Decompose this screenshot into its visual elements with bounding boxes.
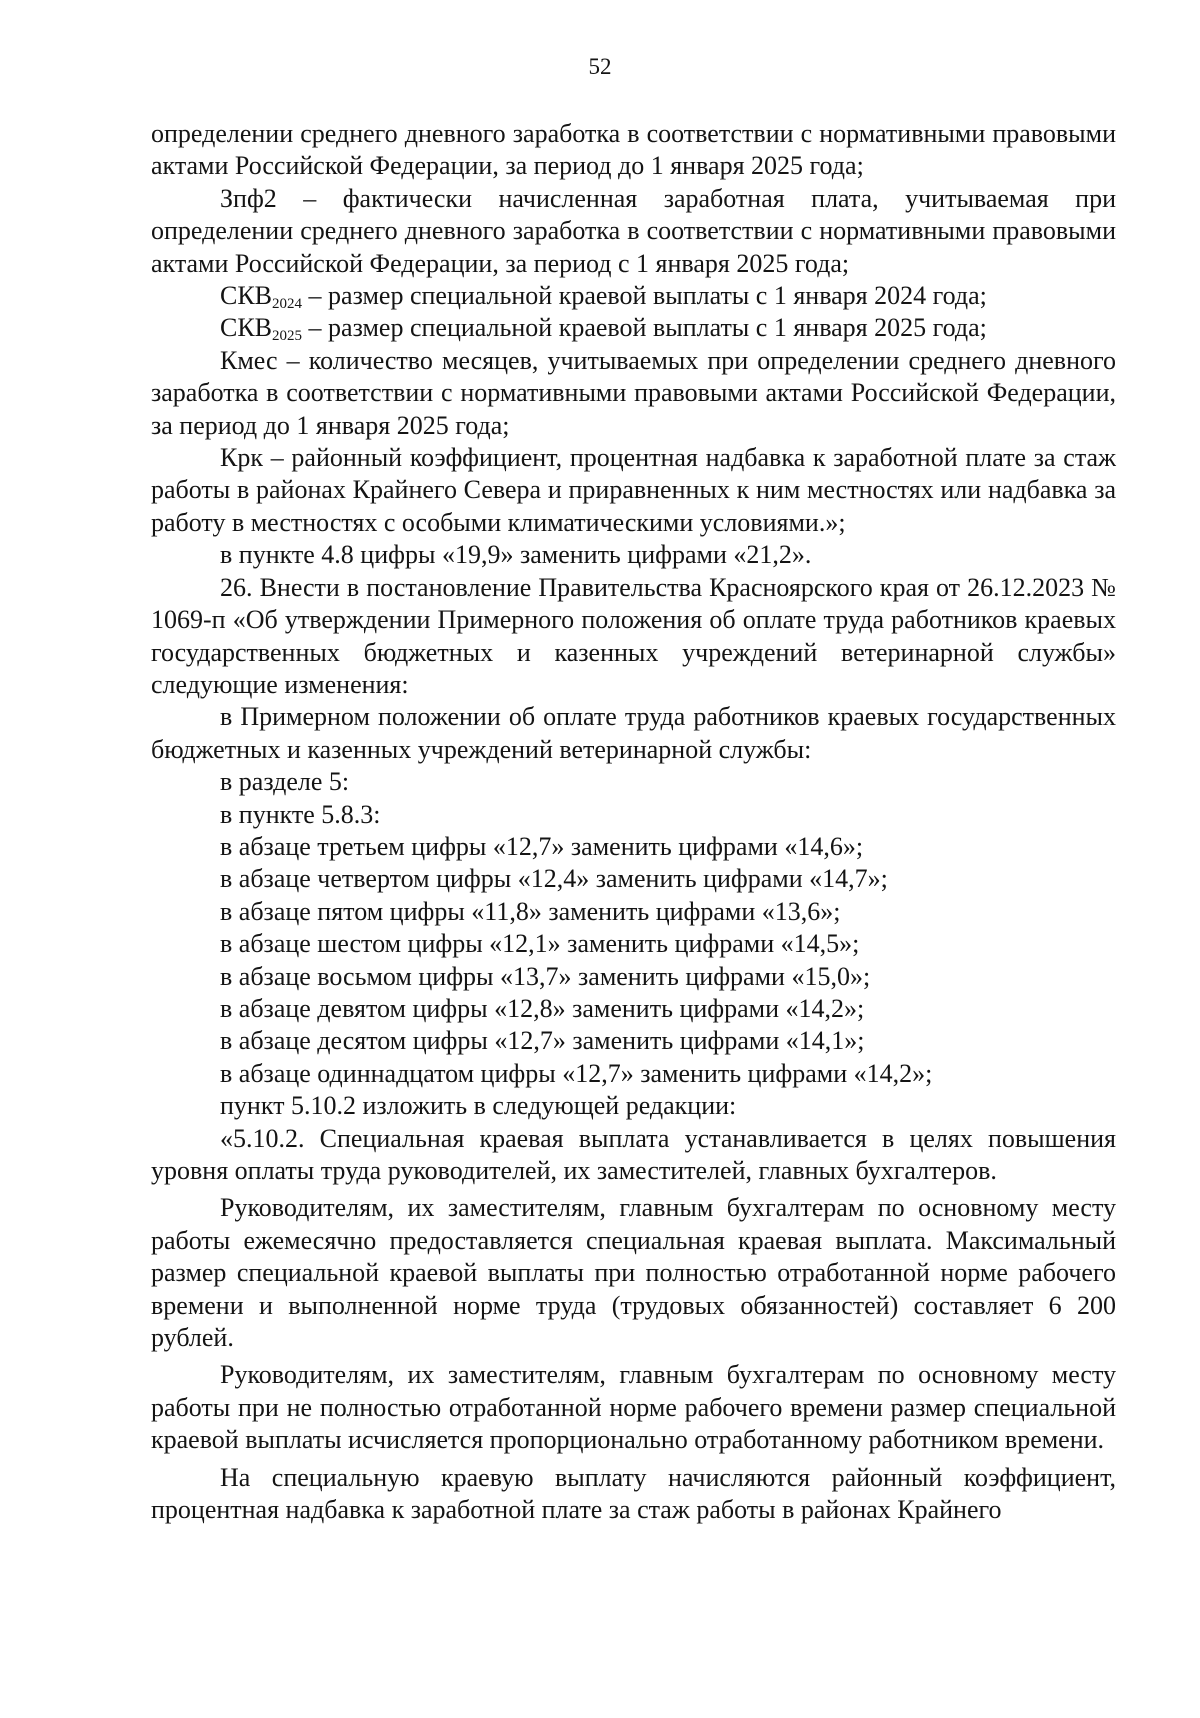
amendment-line: пункт 5.10.2 изложить в следующей редакции: <box>220 1091 737 1121</box>
definition-skv-2025 <box>151 312 1116 344</box>
amendment-line: в абзаце четвертом цифры «12,4» заменить цифрами «14,7»; <box>220 864 888 894</box>
definition-skv-2024 <box>151 280 1116 312</box>
amendment-line: в абзаце девятом цифры «12,8» заменить цифрами «14,2»; <box>220 993 865 1023</box>
definition-zpf2: Зпф2 – фактически начисленная заработная плата, учитываемая при определении среднего дневного заработка в соответствии с нормативными правовыми актами Российской Федерации, за период с 1 января 2025 года; <box>151 183 1116 278</box>
amendment-line: в пункте 5.8.3: <box>220 799 381 829</box>
definition-krk: Крк – районный коэффициент, процентная надбавка к заработной плате за стаж работы в районах Крайнего Севера и приравненных к ним местностях или надбавка за работу в местностях с особыми климатическими условиями.»; <box>151 443 1116 537</box>
paragraph-provision-intro: в Примерном положении об оплате труда работников краевых государственных бюджетных и казенных учреждений ветеринарной службы: <box>151 702 1116 764</box>
amendment-line: в абзаце десятом цифры «12,7» заменить цифрами «14,1»; <box>220 1026 865 1056</box>
section-26-intro: 26. Внести в постановление Правительства Красноярского края от 26.12.2023 № 1069-п «Об утверждении Примерного положения об оплате труда работников краевых государственных бюджетных и казенных учреждений ветеринарной службы» следующие изменения: <box>151 572 1116 699</box>
amendment-line: в абзаце шестом цифры «12,1» заменить цифрами «14,5»; <box>220 929 860 959</box>
amendment-line: в абзаце пятом цифры «11,8» заменить цифрами «13,6»; <box>220 896 841 926</box>
definition-text: – размер специальной краевой выплаты с 1 января 2024 года; <box>302 281 987 311</box>
definition-kmes: Кмес – количество месяцев, учитываемых при определении среднего дневного заработка в соответствии с нормативными правовыми актами Российской Федерации, за период до 1 января 2025 года; <box>151 345 1116 440</box>
page-number: 52 <box>588 54 612 79</box>
symbol-skv: СКВ <box>220 313 273 343</box>
symbol-subscript-year: 2025 <box>272 328 303 345</box>
document-body <box>151 118 1116 1526</box>
amendment-line: в разделе 5: <box>220 767 350 797</box>
clause-paragraph: На специальную краевую выплату начисляются районный коэффициент, процентная надбавка к заработной плате за стаж работы в районах Крайнего <box>151 1462 1116 1525</box>
clause-paragraph: Руководителям, их заместителям, главным бухгалтерам по основному месту работы ежемесячно предоставляется специальная краевая выплата. Максимальный размер специальной краевой выплаты при полностью отработанной норме рабочего времени и выполненной норме труда (трудовых обязанностей) составляет 6 200 рублей. <box>151 1193 1116 1353</box>
symbol-subscript-year: 2024 <box>272 296 303 313</box>
clause-5-10-2: «5.10.2. Специальная краевая выплата устанавливается в целях повышения уровня оплаты труда руководителей, их заместителей, главных бухгалтеров. <box>151 1123 1116 1185</box>
amendment-line: в абзаце восьмом цифры «13,7» заменить цифрами «15,0»; <box>220 961 871 991</box>
paragraph-continuation: определении среднего дневного заработка в соответствии с нормативными правовыми актами Российской Федерации, за период до 1 января 2025 года; <box>151 119 1116 181</box>
clause-paragraph: Руководителям, их заместителям, главным бухгалтерам по основному месту работы при не полностью отработанной норме рабочего времени размер специальной краевой выплаты исчисляется пропорционально отработанному работником времени. <box>151 1360 1116 1455</box>
amendment-line: в абзаце одиннадцатом цифры «12,7» заменить цифрами «14,2»; <box>220 1058 933 1088</box>
amendment-item-4-8: в пункте 4.8 цифры «19,9» заменить цифрами «21,2». <box>220 540 812 570</box>
definition-text: – размер специальной краевой выплаты с 1 января 2025 года; <box>302 313 987 343</box>
symbol-skv: СКВ <box>220 281 273 311</box>
amendment-line: в абзаце третьем цифры «12,7» заменить цифрами «14,6»; <box>220 831 864 861</box>
